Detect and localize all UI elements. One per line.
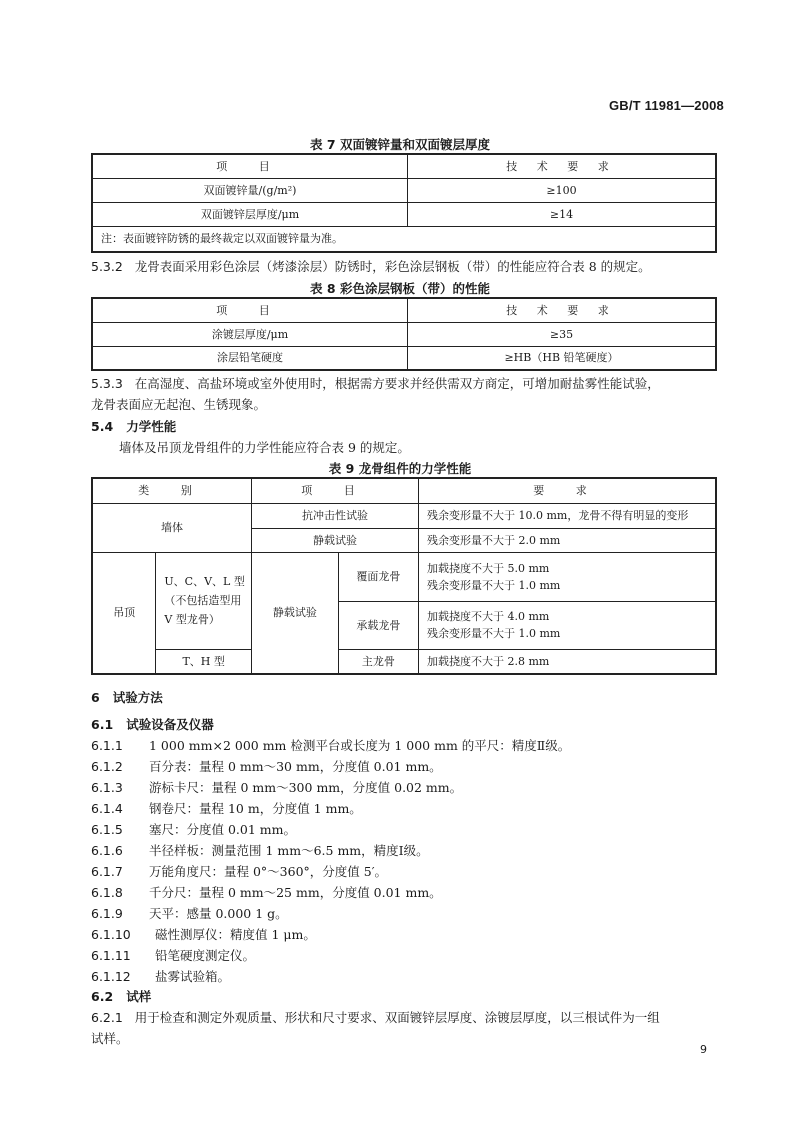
table8-cell: ≥35: [408, 322, 717, 346]
table9-wall-requirement: 残余变形量不大于 10.0 mm，龙骨不得有明显的变形: [419, 503, 717, 528]
table8-cell: 涂镀层厚度/μm: [92, 322, 408, 346]
section-6-heading: 6 试验方法: [91, 690, 163, 705]
table9-ceiling-requirement: 加载挠度不大于 2.8 mm: [419, 649, 717, 674]
table7-cell: 双面镀锌量/(g/m²): [92, 178, 408, 202]
clause-6-2-1-line1: 6.2.1 用于检查和测定外观质量、形状和尺寸要求、双面镀锌层厚度、涂镀层厚度，以三根试件为一组: [91, 1010, 660, 1025]
clause-6-2-1-line2: 试样。: [91, 1031, 129, 1046]
table8-caption: 表 8 彩色涂层钢板（带）的性能: [310, 281, 490, 296]
section-6-1-heading: 6.1 试验设备及仪器: [91, 717, 214, 732]
table9-wall-item: 静载试验: [252, 528, 419, 552]
list-item: 6.1.6 半径样板：测量范围 1 mm～6.5 mm，精度Ⅰ级。: [91, 843, 429, 858]
page-number: 9: [700, 1043, 707, 1056]
table7-header-requirement: 技 术 要 求: [408, 154, 717, 178]
table9-ceiling-requirement: 加载挠度不大于 5.0 mm 残余变形量不大于 1.0 mm: [419, 552, 717, 601]
table9-ceiling-requirement: 加载挠度不大于 4.0 mm 残余变形量不大于 1.0 mm: [419, 601, 717, 649]
section-5-4-heading: 5.4 力学性能: [91, 419, 177, 434]
clause-5-3-3-line1: 5.3.3 在高湿度、高盐环境或室外使用时，根据需方要求并经供需双方商定，可增加耐盐雾性能试验，: [91, 376, 660, 391]
list-item: 6.1.5 塞尺：分度值 0.01 mm。: [91, 822, 296, 837]
table7-cell: ≥100: [408, 178, 717, 202]
table9: [91, 477, 717, 675]
table9-ceiling-sub: 承载龙骨: [338, 601, 418, 649]
table8-cell: 涂层铅笔硬度: [92, 346, 408, 370]
list-item: 6.1.9 天平：感量 0.000 1 g。: [91, 906, 288, 921]
list-item: 6.1.3 游标卡尺：量程 0 mm～300 mm，分度值 0.02 mm。: [91, 780, 463, 795]
table9-header-requirement: 要 求: [419, 478, 717, 503]
table9-ceiling-sub: 覆面龙骨: [338, 552, 418, 601]
standard-code: GB/T 11981—2008: [608, 98, 724, 113]
table8: [91, 297, 717, 371]
table9-header-item: 项 目: [252, 478, 419, 503]
table7-cell: 双面镀锌层厚度/μm: [92, 202, 408, 226]
list-item: 6.1.11 铅笔硬度测定仪。: [91, 948, 256, 963]
table7-header-item: 项 目: [92, 154, 408, 178]
section-6-2-heading: 6.2 试样: [91, 989, 152, 1004]
table8-header-requirement: 技 术 要 求: [408, 298, 717, 322]
section-5-4-text: 墙体及吊顶龙骨组件的力学性能应符合表 9 的规定。: [119, 440, 410, 455]
table7-caption: 表 7 双面镀锌量和双面镀层厚度: [310, 137, 490, 152]
table9-ceiling-sub: 主龙骨: [338, 649, 418, 674]
list-item: 6.1.12 盐雾试验箱。: [91, 969, 231, 984]
table9-header-category: 类 别: [92, 478, 252, 503]
list-item: 6.1.8 千分尺：量程 0 mm～25 mm，分度值 0.01 mm。: [91, 885, 442, 900]
table9-ceiling-test: 静载试验: [252, 552, 339, 674]
list-item: 6.1.4 钢卷尺：量程 10 m，分度值 1 mm。: [91, 801, 362, 816]
list-item: 6.1.10 磁性测厚仪：精度值 1 μm。: [91, 927, 316, 942]
table9-ceiling-label: 吊顶: [92, 552, 156, 674]
table8-header-item: 项 目: [92, 298, 408, 322]
table7: [91, 153, 717, 253]
table7-note: 注：表面镀锌防锈的最终裁定以双面镀锌量为准。: [92, 226, 716, 252]
table9-ceiling-type-th: T、H 型: [156, 649, 252, 674]
table7-cell: ≥14: [408, 202, 717, 226]
clause-5-3-2: 5.3.2 龙骨表面采用彩色涂层（烤漆涂层）防锈时，彩色涂层钢板（带）的性能应符合表 8 的规定。: [91, 259, 651, 274]
table9-ceiling-type-ucvl: U、C、V、L 型（不包括造型用 V 型龙骨）: [156, 552, 252, 649]
table8-cell: ≥HB（HB 铅笔硬度）: [408, 346, 717, 370]
table9-wall-requirement: 残余变形量不大于 2.0 mm: [419, 528, 717, 552]
list-item: 6.1.1 1 000 mm×2 000 mm 检测平台或长度为 1 000 mm 的平尺：精度Ⅱ级。: [91, 738, 571, 753]
table9-caption: 表 9 龙骨组件的力学性能: [328, 461, 472, 476]
list-item: 6.1.7 万能角度尺：量程 0°～360°，分度值 5′。: [91, 864, 388, 879]
table9-wall-label: 墙体: [92, 503, 252, 552]
clause-5-3-3-line2: 龙骨表面应无起泡、生锈现象。: [91, 397, 267, 412]
table9-wall-item: 抗冲击性试验: [252, 503, 419, 528]
list-item: 6.1.2 百分表：量程 0 mm～30 mm，分度值 0.01 mm。: [91, 759, 442, 774]
